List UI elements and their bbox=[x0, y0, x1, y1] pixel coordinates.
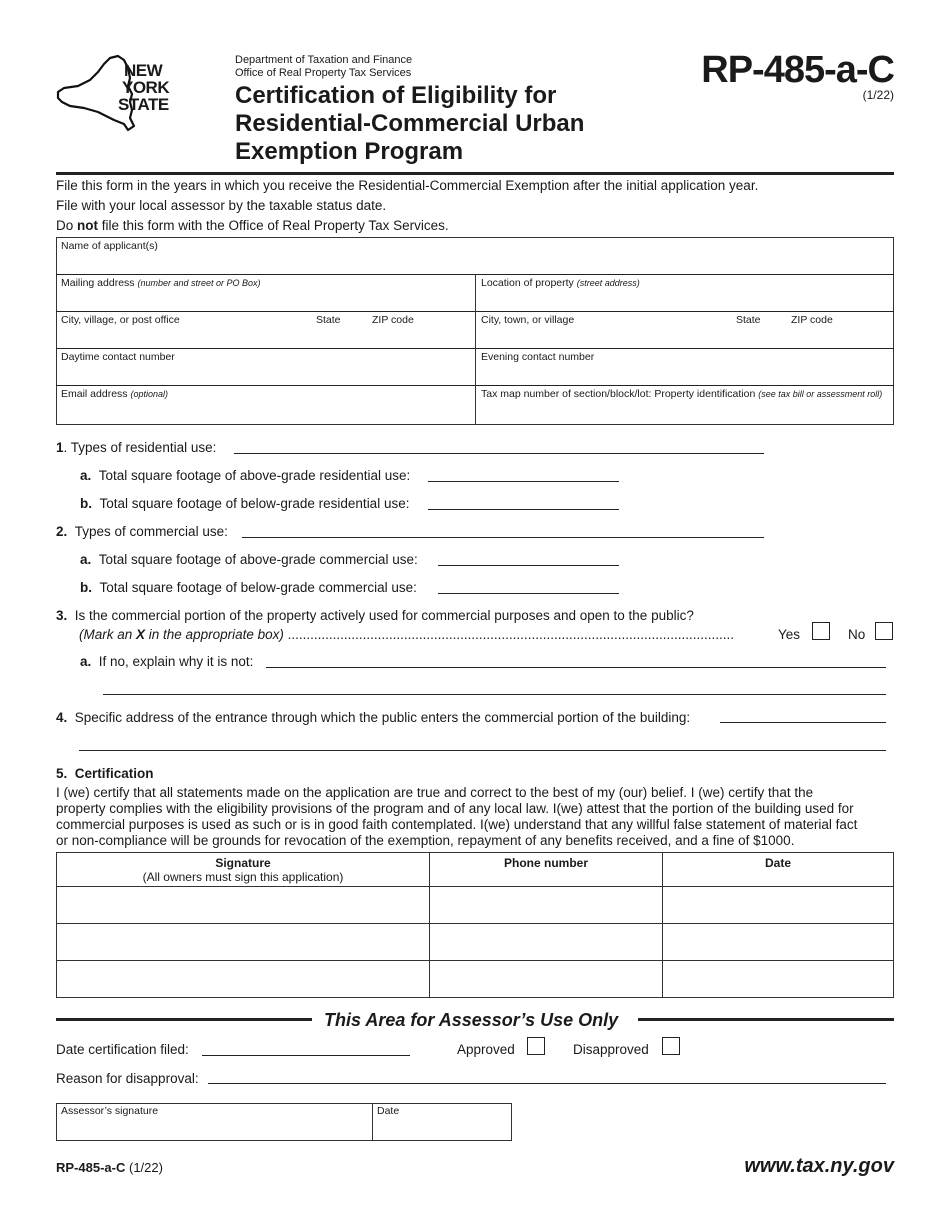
daytime-phone-field[interactable]: Daytime contact number bbox=[61, 351, 175, 363]
logo-text-new: NEW bbox=[124, 61, 163, 80]
date-cell[interactable] bbox=[663, 924, 894, 961]
disapproval-reason-label: Reason for disapproval: bbox=[56, 1071, 199, 1086]
q3-yes-label: Yes bbox=[778, 627, 801, 642]
date-column-header: Date bbox=[663, 853, 894, 887]
signature-cell[interactable] bbox=[57, 961, 430, 998]
signature-row bbox=[57, 887, 894, 924]
date-filed-label: Date certification filed: bbox=[56, 1042, 189, 1057]
q2-label: 2. Types of commercial use: bbox=[56, 524, 228, 539]
q3-yes-checkbox[interactable] bbox=[812, 622, 830, 640]
form-title-line1: Certification of Eligibility for bbox=[235, 82, 557, 109]
logo-text-york: YORK bbox=[122, 78, 170, 97]
q2b-input-line[interactable] bbox=[438, 593, 619, 594]
signature-row bbox=[57, 924, 894, 961]
q3-no-label: No bbox=[848, 627, 866, 642]
q1-label: 1. Types of residential use: bbox=[56, 440, 217, 455]
q3-label: 3. Is the commercial portion of the property actively used for commercial purposes and open to the public? bbox=[56, 608, 694, 623]
mailing-zip-field[interactable]: ZIP code bbox=[372, 314, 414, 326]
q3a-input-line-2[interactable] bbox=[103, 694, 886, 695]
certification-heading: 5. Certification bbox=[56, 766, 154, 781]
q3a-input-line[interactable] bbox=[266, 667, 886, 668]
disapproval-reason-input-line[interactable] bbox=[208, 1083, 886, 1084]
q4-label: 4. Specific address of the entrance through which the public enters the commercial portion of the building: bbox=[56, 710, 691, 725]
assessor-divider-left bbox=[56, 1018, 312, 1021]
q4-input-line-2[interactable] bbox=[79, 750, 886, 751]
q1b-input-line[interactable] bbox=[428, 509, 619, 510]
assessor-signature-field[interactable]: Assessor’s signature bbox=[61, 1105, 159, 1117]
mailing-address-field[interactable]: Mailing address (number and street or PO Box) bbox=[61, 277, 261, 289]
form-title-line3: Exemption Program bbox=[235, 138, 464, 165]
q1a-input-line[interactable] bbox=[428, 481, 619, 482]
signature-row bbox=[57, 961, 894, 998]
date-cell[interactable] bbox=[663, 887, 894, 924]
phone-cell[interactable] bbox=[430, 924, 663, 961]
q2-input-line[interactable] bbox=[242, 537, 764, 538]
phone-column-header: Phone number bbox=[430, 853, 663, 887]
property-location-field[interactable]: Location of property (street address) bbox=[481, 277, 640, 289]
q2a-input-line[interactable] bbox=[438, 565, 619, 566]
q2a-label: a. Total square footage of above-grade commercial use: bbox=[80, 552, 418, 567]
q3-instruction: (Mark an X in the appropriate box) ....................................................................................................................... bbox=[79, 627, 734, 642]
footer-website[interactable]: www.tax.ny.gov bbox=[744, 1155, 894, 1177]
property-state-field[interactable]: State bbox=[736, 314, 761, 326]
intro-line1: File this form in the years in which you receive the Residential-Commercial Exemption after the initial application year. bbox=[56, 178, 759, 193]
q1-input-line[interactable] bbox=[234, 453, 764, 454]
form-title-line2: Residential-Commercial Urban bbox=[235, 110, 585, 137]
certification-text-line2: property complies with the eligibility provisions of the program and of any local law. I(we) attest that the portion of the building used for bbox=[56, 801, 854, 816]
form-number: RP-485-a-C bbox=[701, 49, 894, 91]
certification-text-line4: or non-compliance will be grounds for revocation of the exemption, repayment of any benefits received, and a fine of $1000. bbox=[56, 833, 795, 848]
mailing-state-field[interactable]: State bbox=[316, 314, 341, 326]
header-divider bbox=[56, 172, 894, 175]
assessor-divider-right bbox=[638, 1018, 894, 1021]
city-post-office-field[interactable]: City, village, or post office bbox=[61, 314, 180, 326]
department-name: Department of Taxation and Finance bbox=[235, 54, 413, 66]
signature-cell[interactable] bbox=[57, 887, 430, 924]
applicant-name-field[interactable]: Name of applicant(s) bbox=[61, 240, 158, 252]
evening-phone-field[interactable]: Evening contact number bbox=[481, 351, 595, 363]
q3a-label: a. If no, explain why it is not: bbox=[80, 654, 254, 669]
certification-text-line1: I (we) certify that all statements made on the application are true and correct to the best of my (our) belief. I (we) certify that the bbox=[56, 785, 814, 800]
tax-map-field[interactable]: Tax map number of section/block/lot: Property identification (see tax bill or assessment roll) bbox=[481, 388, 883, 400]
signature-table bbox=[56, 852, 894, 998]
q4-input-line[interactable] bbox=[720, 722, 886, 723]
logo-text-state: STATE bbox=[118, 95, 169, 114]
city-town-village-field[interactable]: City, town, or village bbox=[481, 314, 575, 326]
form-revision: (1/22) bbox=[862, 88, 894, 102]
q1a-label: a. Total square footage of above-grade residential use: bbox=[80, 468, 411, 483]
signature-cell[interactable] bbox=[57, 924, 430, 961]
certification-text-line3: commercial purposes is used as such or is in good faith contemplated. I(we) understand that any willful false statement of material fact bbox=[56, 817, 858, 832]
signature-column-header: Signature (All owners must sign this application) bbox=[57, 853, 430, 887]
approved-label: Approved bbox=[457, 1042, 515, 1057]
nys-logo bbox=[54, 54, 184, 134]
phone-cell[interactable] bbox=[430, 961, 663, 998]
intro-line3: Do not file this form with the Office of Real Property Tax Services. bbox=[56, 218, 449, 233]
approved-checkbox[interactable] bbox=[527, 1037, 545, 1055]
footer-form-number: RP-485-a-C (1/22) bbox=[56, 1160, 163, 1175]
disapproved-label: Disapproved bbox=[573, 1042, 649, 1057]
phone-cell[interactable] bbox=[430, 887, 663, 924]
date-filed-input-line[interactable] bbox=[202, 1055, 410, 1056]
q3-no-checkbox[interactable] bbox=[875, 622, 893, 640]
assessor-heading: This Area for Assessor’s Use Only bbox=[324, 1010, 619, 1030]
assessor-date-field[interactable]: Date bbox=[377, 1105, 400, 1117]
disapproved-checkbox[interactable] bbox=[662, 1037, 680, 1055]
intro-line2: File with your local assessor by the taxable status date. bbox=[56, 198, 387, 213]
assessor-box-divider bbox=[372, 1103, 373, 1141]
office-name: Office of Real Property Tax Services bbox=[235, 67, 412, 79]
email-field[interactable]: Email address (optional) bbox=[61, 388, 168, 400]
q1b-label: b. Total square footage of below-grade residential use: bbox=[80, 496, 410, 511]
grid-divider bbox=[475, 274, 476, 424]
property-zip-field[interactable]: ZIP code bbox=[791, 314, 833, 326]
date-cell[interactable] bbox=[663, 961, 894, 998]
q2b-label: b. Total square footage of below-grade commercial use: bbox=[80, 580, 417, 595]
